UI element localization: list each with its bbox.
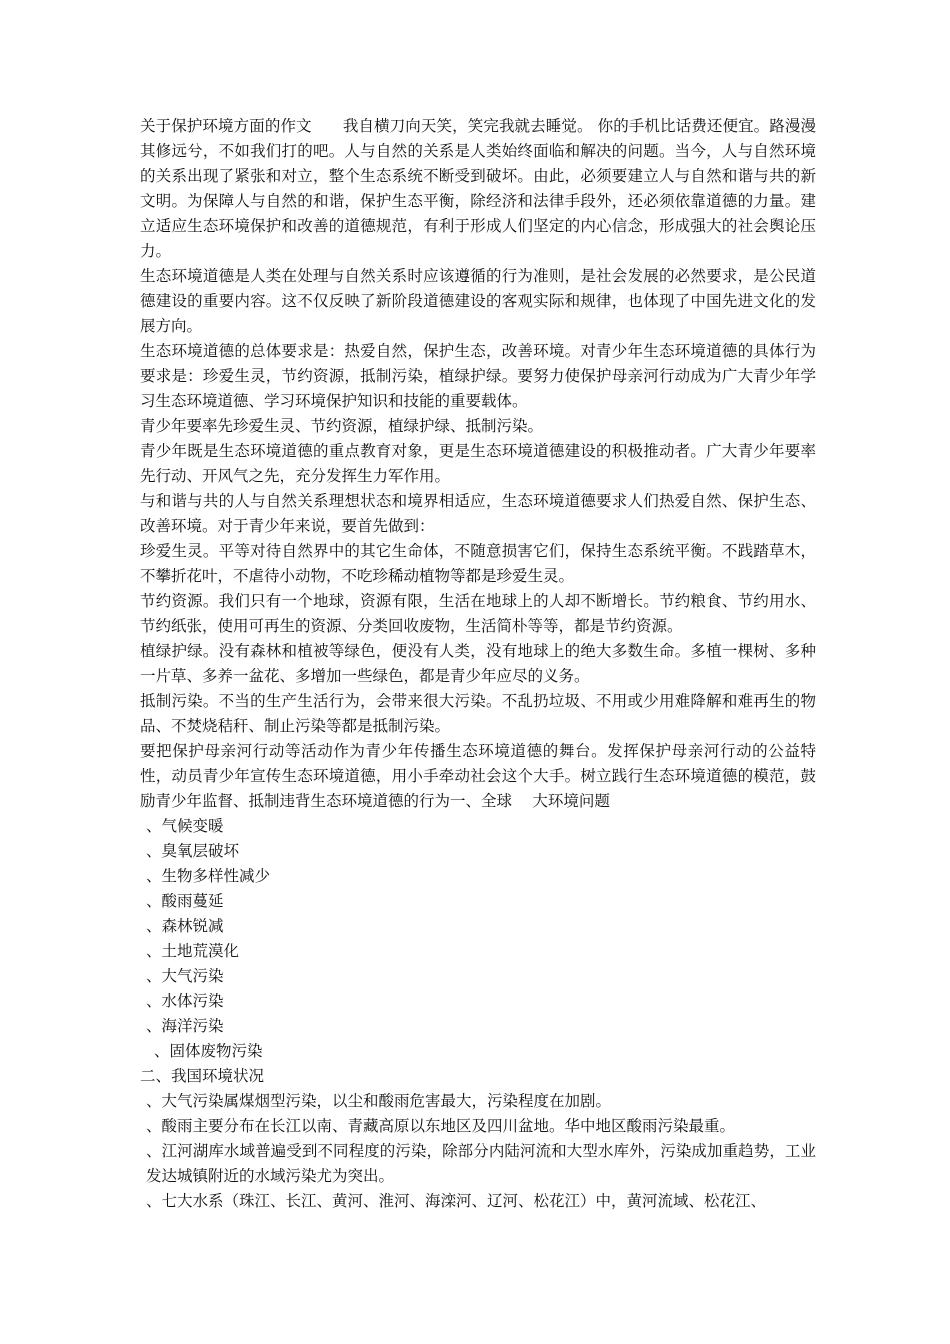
paragraph-youth-lead: 青少年要率先珍爱生灵、节约资源，植绿护绿、抵制污染。 [140, 417, 544, 435]
global-issues-list [140, 814, 816, 1064]
paragraph-plant-green: 植绿护绿。没有森林和植被等绿色，便没有人类，没有地球上的绝大多数生命。多植一棵树、多种一片草、多养一盆花、多增加一些绿色，都是青少年应尽的义务。 [140, 642, 816, 685]
paragraph-resist-pollution: 抵制污染。不当的生产生活行为，会带来很大污染。不乱扔垃圾、不用或少用难降解和难再生的物品、不焚烧秸秆、制止污染等都是抵制污染。 [140, 692, 816, 735]
paragraph-mother-river: 要把保护母亲河行动等活动作为青少年传播生态环境道德的舞台。发挥保护母亲河行动的公益特性，动员青少年宣传生态环境道德，用小手牵动社会这个大手。树立践行生态环境道德的模范，鼓励青少年监督、抵制违背生态环境道德的行为一、全球 大环境问题 [140, 742, 816, 810]
list-item: 、固体废物污染 [154, 1042, 263, 1060]
paragraph-eco-ethics-definition: 生态环境道德是人类在处理与自然关系时应该遵循的行为准则，是社会发展的必然要求，是公民道德建设的重要内容。这不仅反映了新阶段道德建设的客观实际和规律，也体现了中国先进文化的发展方向。 [140, 267, 816, 335]
china-status-list [140, 1089, 816, 1214]
list-item: 、大气污染属煤烟型污染，以尘和酸雨危害最大，污染程度在加剧。 [146, 1092, 612, 1110]
list-item: 、海洋污染 [146, 1017, 224, 1035]
list-item: 、酸雨蔓延 [146, 892, 224, 910]
section-heading-china: 二、我国环境状况 [140, 1067, 265, 1085]
list-item: 、土地荒漠化 [146, 942, 240, 960]
list-item: 、水体污染 [146, 992, 224, 1010]
paragraph-cherish-life: 珍爱生灵。平等对待自然界中的其它生命体，不随意损害它们，保持生态系统平衡。不践踏草木，不攀折花叶，不虐待小动物，不吃珍稀动植物等都是珍爱生灵。 [140, 542, 816, 585]
paragraph-intro: 关于保护环境方面的作文 我自横刀向天笑，笑完我就去睡觉。 你的手机比话费还便宜。路漫漫其修远兮，不如我们打的吧。人与自然的关系是人类始终面临和解决的问题。当今，人与自然环境的关系出现了紧张和对立，整个生态系统不断受到破坏。由此，必须要建立人与自然和谐与共的新文明。为保障人与自然的和谐，保护生态平衡，除经济和法律手段外，还必须依靠道德的力量。建立适应生态环境保护和改善的道德规范，有利于形成人们坚定的内心信念，形成强大的社会舆论压力。 [140, 117, 816, 260]
list-item: 、森林锐减 [146, 917, 224, 935]
paragraph-harmony: 与和谐与共的人与自然关系理想状态和境界相适应，生态环境道德要求人们热爱自然、保护生态、改善环境。对于青少年来说，要首先做到： [140, 492, 816, 535]
paragraph-youth-role: 青少年既是生态环境道德的重点教育对象，更是生态环境道德建设的积极推动者。广大青少年要率先行动、开风气之先，充分发挥生力军作用。 [140, 442, 816, 485]
list-item: 、臭氧层破坏 [146, 842, 240, 860]
list-item: 、生物多样性减少 [146, 867, 271, 885]
list-item: 、气候变暖 [146, 817, 224, 835]
list-item: 、江河湖库水域普遍受到不同程度的污染，除部分内陆河流和大型水库外，污染成加重趋势，工业发达城镇附近的水域污染尤为突出。 [146, 1142, 816, 1185]
document-body [140, 114, 816, 1214]
list-item: 、大气污染 [146, 967, 224, 985]
paragraph-general-requirements: 生态环境道德的总体要求是：热爱自然，保护生态，改善环境。对青少年生态环境道德的具体行为要求是：珍爱生灵，节约资源，抵制污染，植绿护绿。要努力使保护母亲河行动成为广大青少年学习生态环境道德、学习环境保护知识和技能的重要载体。 [140, 342, 816, 410]
paragraph-save-resources: 节约资源。我们只有一个地球，资源有限，生活在地球上的人却不断增长。节约粮食、节约用水、节约纸张，使用可再生的资源、分类回收废物，生活简朴等等，都是节约资源。 [140, 592, 816, 635]
list-item: 、酸雨主要分布在长江以南、青藏高原以东地区及四川盆地。华中地区酸雨污染最重。 [146, 1117, 736, 1135]
list-item: 、七大水系（珠江、长江、黄河、淮河、海滦河、辽河、松花江）中，黄河流域、松花江、 [146, 1192, 767, 1210]
